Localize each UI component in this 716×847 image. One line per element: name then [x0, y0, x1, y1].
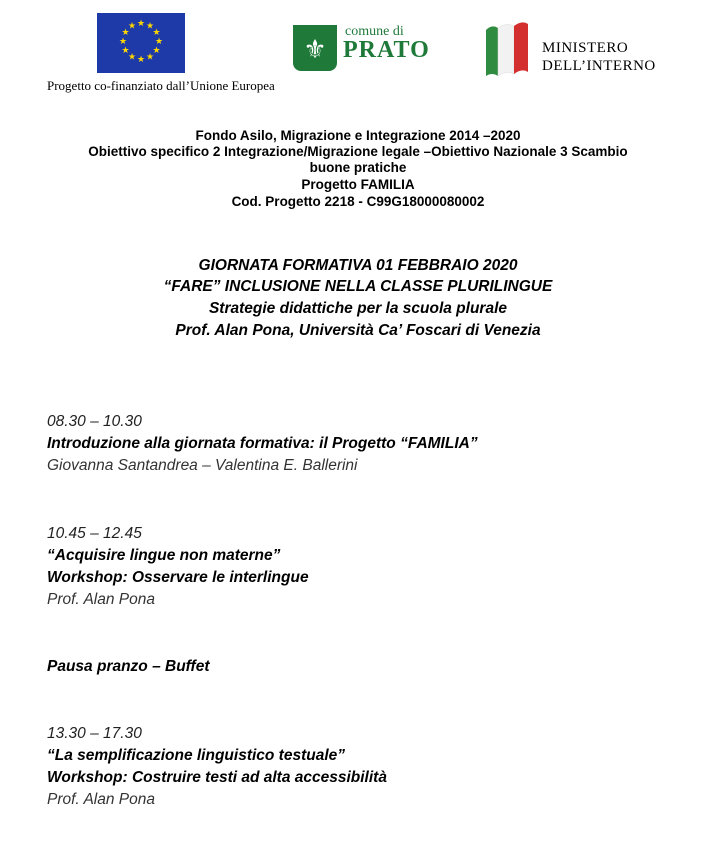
eu-caption: Progetto co-finanziato dall’Unione Europea	[47, 78, 275, 93]
event-date-title: GIORNATA FORMATIVA 01 FEBBRAIO 2020	[198, 257, 518, 274]
project-code: Cod. Progetto 2218 - C99G18000080002	[231, 194, 485, 209]
svg-text:★: ★	[145, 21, 155, 32]
session-workshop: Workshop: Costruire testi ad alta accessibilità	[47, 769, 387, 786]
session-title: Introduzione alla giornata formativa: il Progetto “FAMILIA”	[47, 435, 478, 452]
eu-flag-logo	[97, 13, 185, 73]
svg-text:★: ★	[136, 55, 146, 65]
funding-line-2: Obiettivo specifico 2 Integrazione/Migrazione legale –Obiettivo Nazionale 3 Scambio	[88, 144, 628, 159]
funding-line-3: buone pratiche	[309, 160, 407, 175]
svg-text:★: ★	[127, 52, 137, 63]
event-title: “FARE” INCLUSIONE NELLA CLASSE PLURILINGUE	[163, 278, 553, 295]
session-speaker: Prof. Alan Pona	[47, 591, 155, 608]
ministero-logo	[484, 20, 666, 82]
svg-text:★: ★	[154, 37, 164, 47]
event-subtitle: Strategie didattiche per la scuola plurale	[208, 300, 508, 317]
session-title: “Acquisire lingue non materne”	[47, 547, 281, 564]
session-speaker: Prof. Alan Pona	[47, 791, 155, 808]
ministero-line1: MINISTERO	[542, 40, 629, 56]
svg-text:★: ★	[127, 21, 137, 32]
session-time: 10.45 – 12.45	[47, 525, 142, 542]
prato-logo-small-text: comune di	[345, 24, 404, 39]
session-time: 08.30 – 10.30	[47, 413, 142, 430]
prato-logo	[293, 22, 433, 74]
funding-line-1: Fondo Asilo, Migrazione e Integrazione 2014 –2020	[195, 128, 521, 143]
prato-logo-text: PRATO	[343, 37, 430, 63]
svg-text:★: ★	[136, 19, 146, 29]
svg-text:★: ★	[145, 52, 155, 63]
session-workshop: Workshop: Osservare le interlingue	[47, 569, 309, 586]
svg-text:★: ★	[121, 28, 130, 38]
lily-shield-icon	[293, 25, 337, 71]
svg-text:⚜: ⚜	[303, 35, 327, 65]
svg-text:★: ★	[152, 28, 161, 38]
project-name: Progetto FAMILIA	[301, 177, 415, 192]
svg-text:★: ★	[152, 46, 161, 56]
session-time: 13.30 – 17.30	[47, 725, 142, 742]
eu-stars-icon	[97, 13, 185, 73]
svg-text:★: ★	[121, 46, 130, 56]
session-speaker: Giovanna Santandrea – Valentina E. Ballerini	[47, 457, 358, 474]
svg-text:★: ★	[118, 37, 128, 47]
lunch-break: Pausa pranzo – Buffet	[47, 658, 210, 675]
italian-flag-icon	[484, 20, 530, 78]
session-title: “La semplificazione linguistico testuale”	[47, 747, 346, 764]
ministero-line2: DELL’INTERNO	[542, 58, 656, 74]
event-speaker: Prof. Alan Pona, Università Ca’ Foscari di Venezia	[175, 322, 541, 339]
